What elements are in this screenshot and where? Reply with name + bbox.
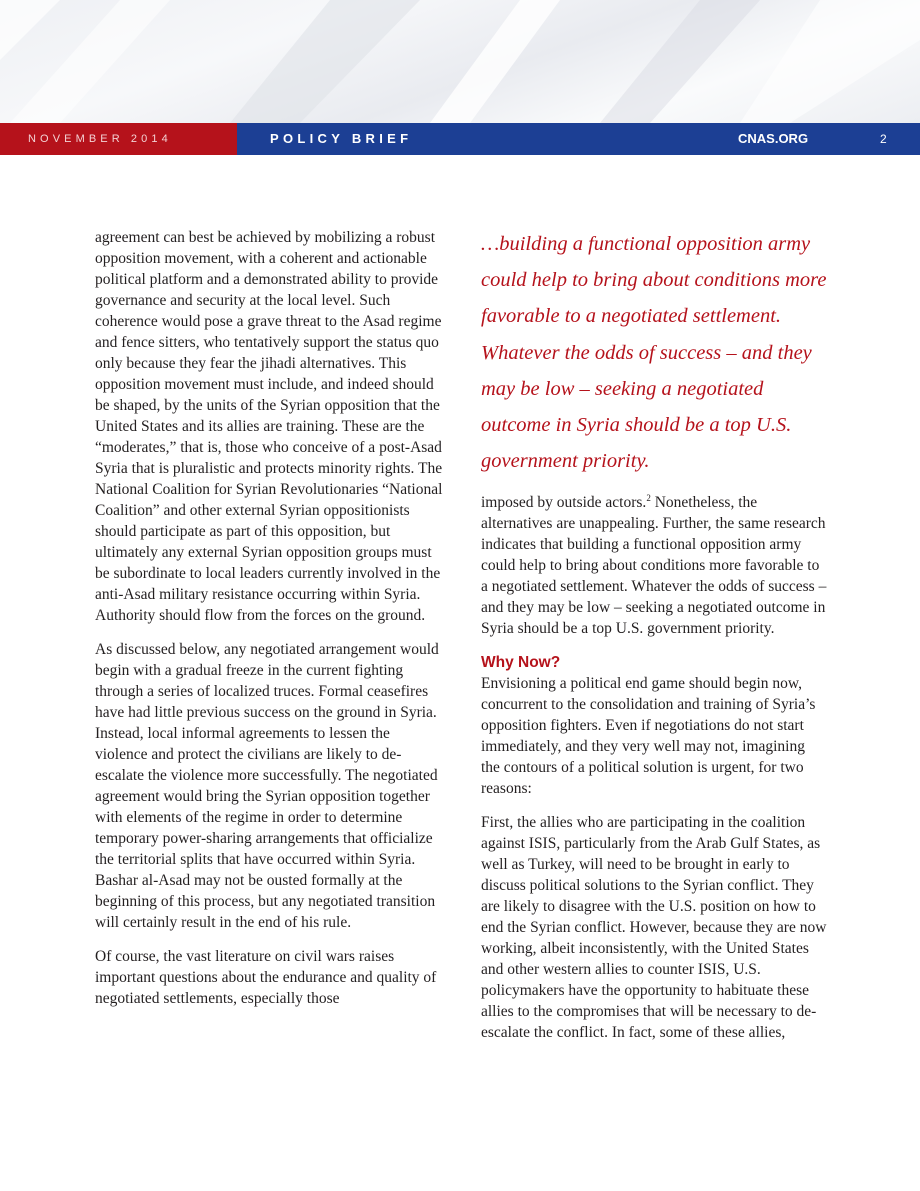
body-paragraph: [481, 492, 827, 639]
body-text: Nonetheless, the alternatives are unappealing. Further, the same research indicates that building a functional opposition army could help to bring about conditions more favorable to a negotiated settlement. Whatever the odds of success – and they may be low – seeking a negotiated outcome in Syria should be a top U.S. government priority.: [481, 494, 827, 638]
body-paragraph: First, the allies who are participating in the coalition against ISIS, particularly from the Arab Gulf States, as well as Turkey, will need to be brought in early to discuss political solutions to the Syrian conflict. They are likely to disagree with the U.S. position on how to end the Syrian conflict. However, because they are now working, albeit inconsistently, with the United States and other western allies to counter ISIS, U.S. policymakers have the opportunity to habituate these allies to the compromises that will be necessary to de-escalate the conflict. In fact, some of these allies,: [481, 814, 827, 1042]
header-band: [0, 123, 920, 155]
pull-quote: …building a functional opposition army could help to bring about conditions more favorable to a negotiated settlement. Whatever the odds of success – and they may be low – seeking a negotiated outcome in Syria should be a top U.S. government priority.: [481, 233, 827, 473]
body-paragraph: Envisioning a political end game should begin now, concurrent to the consolidation and training of Syria’s opposition fighters. Even if negotiations do not start immediately, and they very well may not, imagining the contours of a political solution is urgent, for two reasons:: [481, 675, 816, 798]
section-heading: Why Now?: [481, 654, 561, 672]
left-column: [95, 227, 443, 1022]
right-column: [481, 226, 827, 1056]
issue-date: NOVEMBER 2014: [28, 133, 172, 145]
publication-title: POLICY BRIEF: [270, 131, 413, 146]
site-link[interactable]: CNAS.ORG: [738, 131, 809, 146]
body-paragraph: Of course, the vast literature on civil wars raises important questions about the endurance and quality of negotiated settlements, especially those: [95, 948, 437, 1007]
header-banner-image: [0, 0, 920, 123]
body-text: imposed by outside actors.: [481, 494, 647, 512]
body-paragraph: agreement can best be achieved by mobilizing a robust opposition movement, with a coherent and actionable political platform and a demonstrated ability to provide governance and security at the local level. Such coherence would pose a grave threat to the Asad regime and fence sitters, who tentatively support the status quo only because they fear the jihadi alternatives. This opposition movement must include, and indeed should be shaped, by the units of the Syrian opposition that the United States and its allies are training. These are the “moderates,” that is, those who conceive of a post-Asad Syria that is pluralistic and protects minority rights. The National Coalition for Syrian Revolutionaries “National Coalition” and other external Syrian oppositionists should participate as part of this opposition, but ultimately any external Syrian opposition groups must be subordinate to local leaders currently involved in the anti-Asad military resistance occurring within Syria. Authority should flow from the forces on the ground.: [95, 229, 443, 624]
page-number: 2: [880, 132, 887, 146]
footnote-marker[interactable]: 2: [646, 493, 651, 504]
body-paragraph: As discussed below, any negotiated arrangement would begin with a gradual freeze in the current fighting through a series of localized truces. Formal ceasefires have had little previous success on the ground in Syria. Instead, local informal agreements to lessen the violence and protect the civilians are likely to de-escalate the violence more successfully. The negotiated agreement would bring the Syrian opposition together with elements of the regime in order to determine temporary power-sharing arrangements that officialize the territorial splits that have occurred within Syria. Bashar al-Asad may not be ousted formally at the beginning of this process, but any negotiated transition will certainly result in the end of his rule.: [95, 641, 439, 931]
